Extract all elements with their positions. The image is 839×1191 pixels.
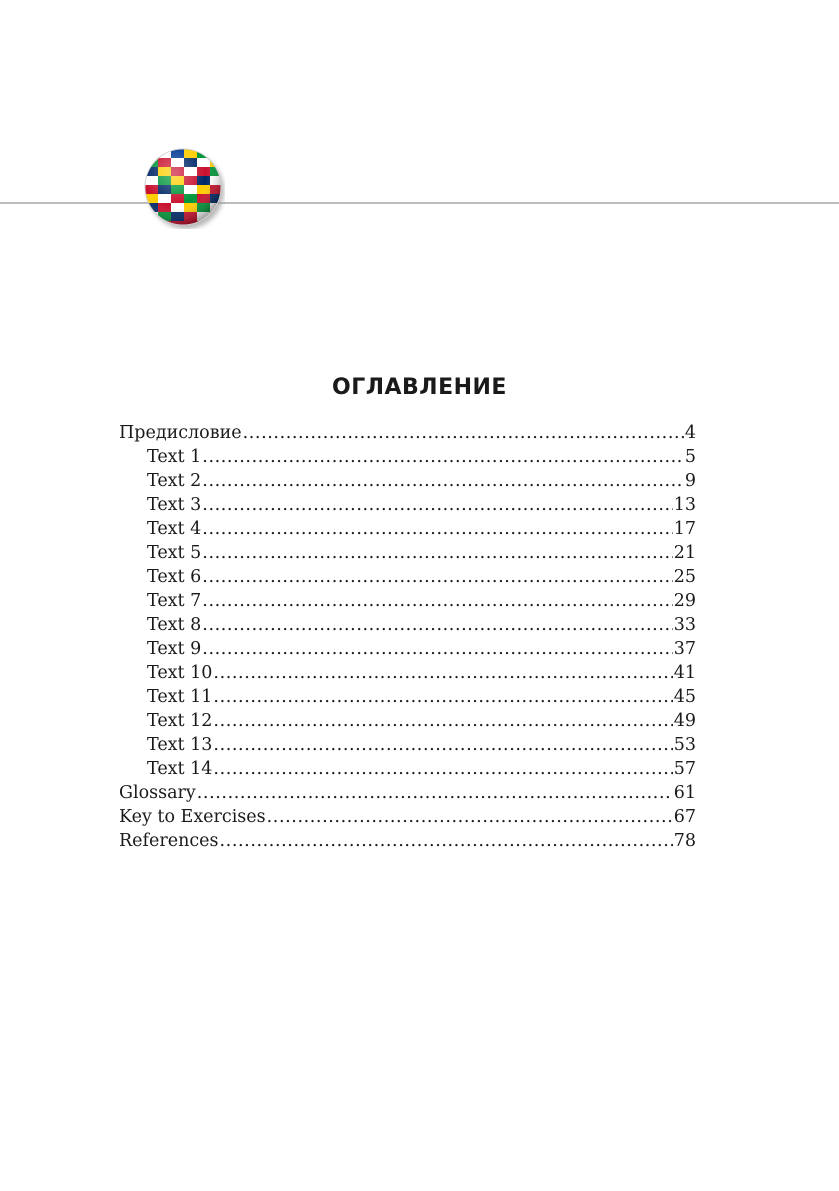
toc-entry-label: Key to Exercises <box>119 807 266 827</box>
toc-entry[interactable] <box>119 469 696 493</box>
toc-entry[interactable] <box>119 829 696 853</box>
header-rule <box>0 202 839 204</box>
toc-entry-label: Text 10 <box>147 663 213 683</box>
toc-entry-page: 53 <box>673 735 696 755</box>
toc-entry[interactable] <box>119 781 696 805</box>
toc-entry-page: 41 <box>673 663 696 683</box>
toc-entry[interactable] <box>119 757 696 781</box>
toc-leader-dots <box>243 421 684 445</box>
toc-entry[interactable] <box>119 541 696 565</box>
toc-entry[interactable] <box>119 613 696 637</box>
toc-entry-page: 21 <box>673 543 696 563</box>
toc-entry-page: 5 <box>684 447 696 467</box>
toc-entry-page: 49 <box>673 711 696 731</box>
toc-entry-page: 61 <box>673 783 696 803</box>
toc-entry-label: References <box>119 831 219 851</box>
toc-entry[interactable] <box>119 565 696 589</box>
toc-entry-page: 9 <box>684 471 696 491</box>
toc-leader-dots <box>202 637 672 661</box>
toc-entry-label: Glossary <box>119 783 196 803</box>
toc-entry[interactable] <box>119 661 696 685</box>
toc-leader-dots <box>202 445 684 469</box>
toc-entry-label: Text 4 <box>147 519 202 539</box>
toc-leader-dots <box>220 829 673 853</box>
toc-entry[interactable] <box>119 493 696 517</box>
toc-entry-label: Text 6 <box>147 567 202 587</box>
toc-entry-page: 4 <box>684 423 696 443</box>
globe-flags-icon <box>141 145 225 229</box>
toc-leader-dots <box>213 757 672 781</box>
toc-leader-dots <box>213 685 672 709</box>
toc-leader-dots <box>202 565 672 589</box>
toc-entry[interactable] <box>119 709 696 733</box>
toc-entry[interactable] <box>119 421 696 445</box>
toc-leader-dots <box>213 733 672 757</box>
toc-entry-page: 29 <box>673 591 696 611</box>
toc-entry-label: Text 7 <box>147 591 202 611</box>
table-of-contents <box>119 421 696 853</box>
toc-entry-label: Text 8 <box>147 615 202 635</box>
toc-leader-dots <box>197 781 673 805</box>
toc-entry-page: 57 <box>673 759 696 779</box>
toc-entry-label: Text 1 <box>147 447 202 467</box>
toc-entry-page: 37 <box>673 639 696 659</box>
toc-entry-label: Text 11 <box>147 687 213 707</box>
toc-entry-label: Text 9 <box>147 639 202 659</box>
toc-leader-dots <box>213 661 672 685</box>
toc-entry[interactable] <box>119 589 696 613</box>
toc-entry-label: Text 2 <box>147 471 202 491</box>
toc-leader-dots <box>202 589 672 613</box>
toc-entry-page: 67 <box>673 807 696 827</box>
toc-leader-dots <box>202 541 672 565</box>
toc-leader-dots <box>213 709 672 733</box>
toc-entry[interactable] <box>119 517 696 541</box>
toc-entry-page: 33 <box>673 615 696 635</box>
toc-entry-label: Text 5 <box>147 543 202 563</box>
toc-entry-label: Text 14 <box>147 759 213 779</box>
toc-entry[interactable] <box>119 445 696 469</box>
toc-entry-page: 13 <box>673 495 696 515</box>
toc-entry-label: Text 12 <box>147 711 213 731</box>
toc-entry[interactable] <box>119 637 696 661</box>
toc-leader-dots <box>267 805 673 829</box>
toc-entry-label: Text 3 <box>147 495 202 515</box>
toc-entry[interactable] <box>119 685 696 709</box>
toc-entry-label: Text 13 <box>147 735 213 755</box>
toc-entry[interactable] <box>119 805 696 829</box>
toc-entry-page: 17 <box>673 519 696 539</box>
toc-entry-label: Предисловие <box>119 423 242 443</box>
toc-entry-page: 78 <box>673 831 696 851</box>
toc-entry-page: 45 <box>673 687 696 707</box>
toc-entry[interactable] <box>119 733 696 757</box>
toc-leader-dots <box>202 517 672 541</box>
toc-leader-dots <box>202 493 672 517</box>
toc-entry-page: 25 <box>673 567 696 587</box>
toc-title: ОГЛАВЛЕНИЕ <box>332 375 507 400</box>
toc-leader-dots <box>202 613 672 637</box>
toc-leader-dots <box>202 469 684 493</box>
